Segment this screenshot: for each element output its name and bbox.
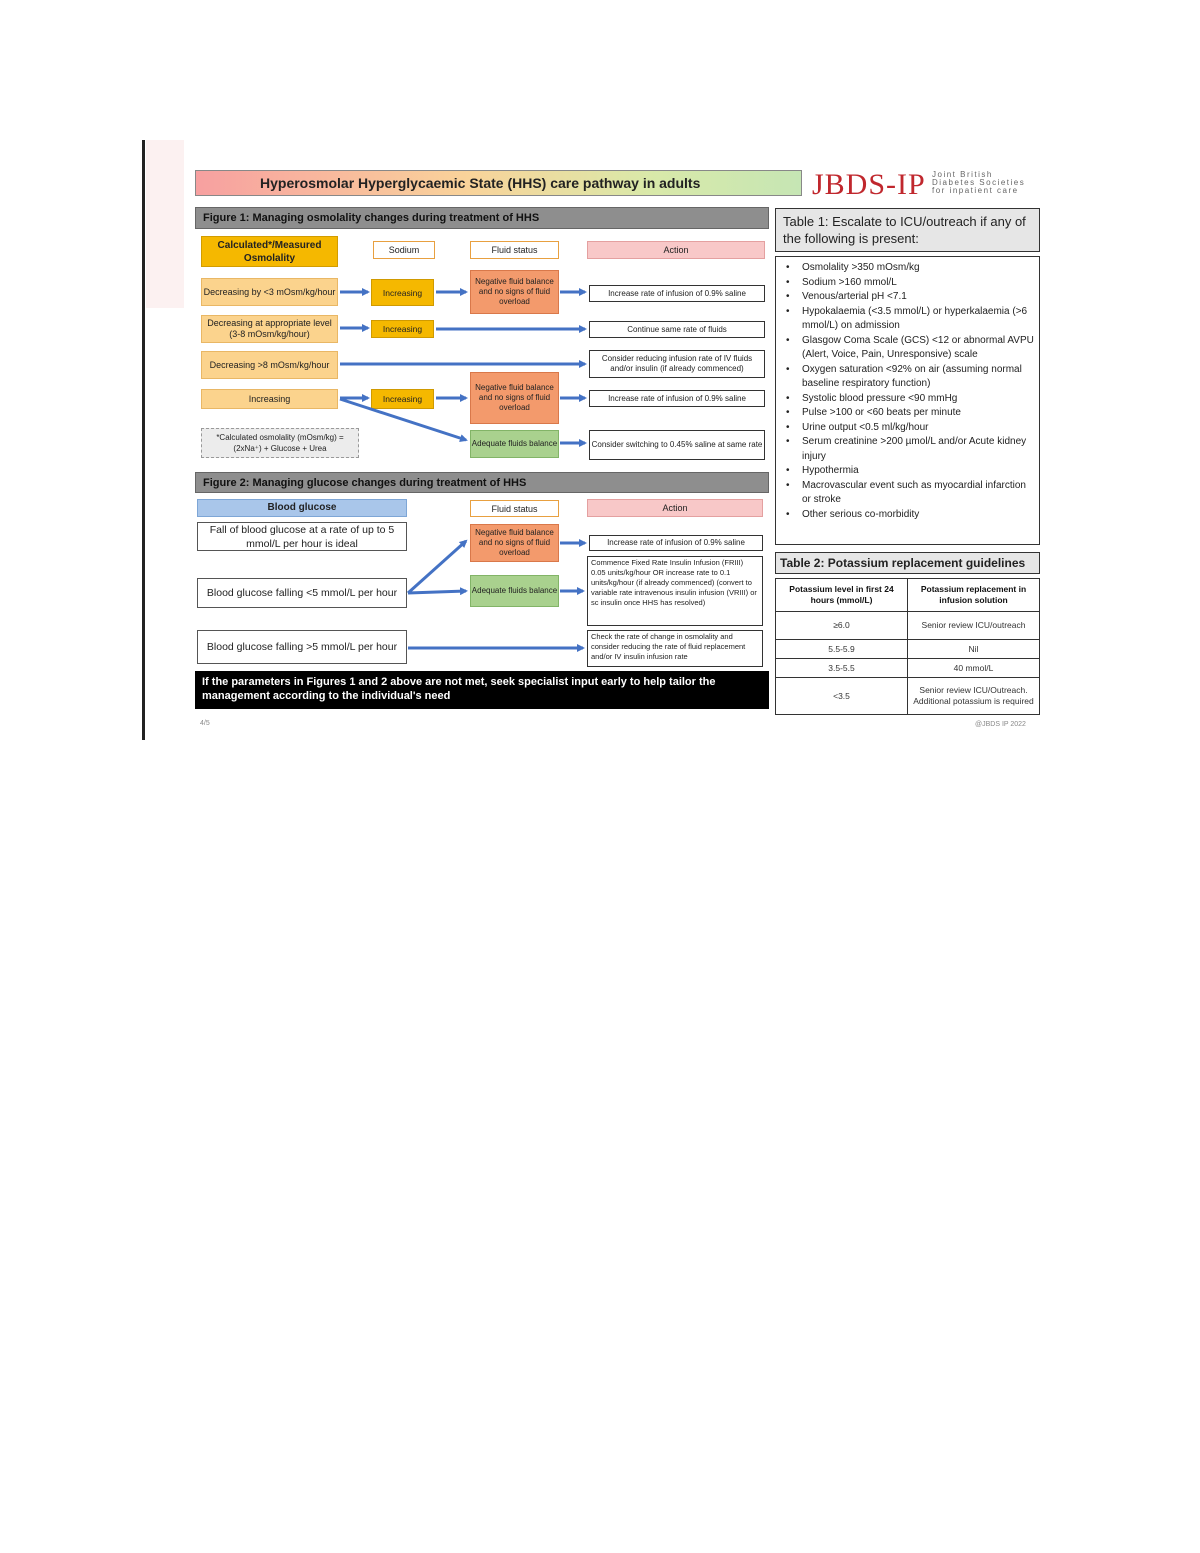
osmolality-decreasing-appropriate: Decreasing at appropriate level (3-8 mOsm/kg/hour) (201, 315, 338, 343)
action-continue-fluids: Continue same rate of fluids (589, 321, 765, 338)
action-increase-saline-3: Increase rate of infusion of 0.9% saline (589, 535, 763, 551)
page-number: 4/5 (200, 720, 210, 727)
table-cell: <3.5 (776, 678, 908, 715)
figure1-header-sodium: Sodium (373, 241, 435, 259)
table-cell: Senior review ICU/outreach (908, 612, 1040, 640)
osmolality-decreasing-slow: Decreasing by <3 mOsm/kg/hour (201, 278, 338, 306)
figure1-header-fluid: Fluid status (470, 241, 559, 259)
fluid-adequate-balance-2: Adequate fluids balance (470, 575, 559, 607)
list-item: • Oxygen saturation <92% on air (assuming normal baseline respiratory function) (780, 363, 1035, 392)
glucose-falling-fast: Blood glucose falling >5 mmol/L per hour (197, 630, 407, 664)
table1-title-text: Table 1: Escalate to ICU/outreach if any of the following is present: (783, 214, 1026, 246)
list-item: • Hypokalaemia (<3.5 mmol/L) or hyperkalaemia (>6 mmol/L) on admission (780, 305, 1035, 334)
table-header-cell: Potassium replacement in infusion solution (908, 579, 1040, 612)
table-cell: Senior review ICU/Outreach. Additional potassium is required (908, 678, 1040, 715)
glucose-falling-slow: Blood glucose falling <5 mmol/L per hour (197, 578, 407, 608)
list-item: • Sodium >160 mmol/L (780, 276, 1035, 291)
list-item: • Systolic blood pressure <90 mmHg (780, 392, 1035, 407)
figure2-title: Figure 2: Managing glucose changes during treatment of HHS (195, 472, 769, 493)
list-item: • Macrovascular event such as myocardial infarction or stroke (780, 479, 1035, 508)
sodium-increasing-1: Increasing (371, 279, 434, 306)
arrow-glucose-to-negative (408, 541, 466, 593)
copyright-footer: @JBDS IP 2022 (975, 721, 1026, 728)
sodium-increasing-2: Increasing (371, 320, 434, 338)
table-cell: Nil (908, 640, 1040, 659)
list-item: • Pulse >100 or <60 beats per minute (780, 406, 1035, 421)
action-commence-friii: Commence Fixed Rate Insulin Infusion (FRIII) 0.05 units/kg/hour OR increase rate to 0.1 units/kg/hour (if already commenced) (convert to variable rate intravenous insulin infusion (VRIII) or sc insulin once HHS has resolved) (587, 556, 763, 626)
figure1-header-osmolality: Calculated*/Measured Osmolality (201, 236, 338, 267)
logo-sub-line-1: Joint British (932, 170, 993, 179)
figure2-header-fluid: Fluid status (470, 500, 559, 517)
list-item: • Urine output <0.5 ml/kg/hour (780, 421, 1035, 436)
action-increase-saline-2: Increase rate of infusion of 0.9% saline (589, 390, 765, 407)
fluid-negative-balance-2: Negative fluid balance and no signs of fluid overload (470, 372, 559, 424)
glucose-ideal-rate: Fall of blood glucose at a rate of up to 5 mmol/L per hour is ideal (197, 522, 407, 551)
arrow-osm-to-adequate (340, 399, 466, 440)
table2-title: Table 2: Potassium replacement guidelines (775, 552, 1040, 574)
specialist-input-banner: If the parameters in Figures 1 and 2 above are not met, seek specialist input early to help tailor the management according to the individual's need (195, 671, 769, 709)
logo-sub-line-3: for inpatient care (932, 186, 1019, 195)
figure2-header-action: Action (587, 499, 763, 517)
figure1-header-action: Action (587, 241, 765, 259)
fluid-negative-balance-3: Negative fluid balance and no signs of fluid overload (470, 524, 559, 562)
logo-sub-line-2: Diabetes Societies (932, 178, 1026, 187)
arrow-glucose-to-adequate (408, 591, 466, 593)
table-header-cell: Potassium level in first 24 hours (mmol/L) (776, 579, 908, 612)
sodium-increasing-3: Increasing (371, 389, 434, 409)
logo-main-text: JBDS-IP (812, 168, 926, 201)
list-item: • Hypothermia (780, 464, 1035, 479)
list-item: • Glasgow Coma Scale (GCS) <12 or abnormal AVPU (Alert, Voice, Pain, Unresponsive) scale (780, 334, 1035, 363)
table-cell: 3.5-5.5 (776, 659, 908, 678)
osmolality-formula-note: *Calculated osmolality (mOsm/kg) = (2xNa⁺) + Glucose + Urea (201, 428, 359, 458)
osmolality-decreasing-fast: Decreasing >8 mOsm/kg/hour (201, 351, 338, 379)
list-item: • Other serious co-morbidity (780, 508, 1035, 523)
figure1-title: Figure 1: Managing osmolality changes during treatment of HHS (195, 207, 769, 229)
table-cell: 40 mmol/L (908, 659, 1040, 678)
list-item: • Venous/arterial pH <7.1 (780, 290, 1035, 305)
figure2-header-glucose: Blood glucose (197, 499, 407, 517)
action-increase-saline-1: Increase rate of infusion of 0.9% saline (589, 285, 765, 302)
action-switch-saline: Consider switching to 0.45% saline at same rate (589, 430, 765, 460)
table-cell: ≥6.0 (776, 612, 908, 640)
table-cell: 5.5-5.9 (776, 640, 908, 659)
action-reduce-infusion: Consider reducing infusion rate of IV fluids and/or insulin (if already commenced) (589, 350, 765, 378)
fluid-negative-balance-1: Negative fluid balance and no signs of fluid overload (470, 270, 559, 314)
list-item: • Serum creatinine >200 µmol/L and/or Acute kidney injury (780, 435, 1035, 464)
osmolality-increasing: Increasing (201, 389, 338, 409)
page-title-text: Hyperosmolar Hyperglycaemic State (HHS) care pathway in adults (260, 175, 701, 191)
action-check-osmolality: Check the rate of change in osmolality and consider reducing the rate of fluid replacement and/or IV insulin infusion rate (587, 630, 763, 667)
fluid-adequate-balance-1: Adequate fluids balance (470, 430, 559, 458)
list-item: • Osmolality >350 mOsm/kg (780, 261, 1035, 276)
